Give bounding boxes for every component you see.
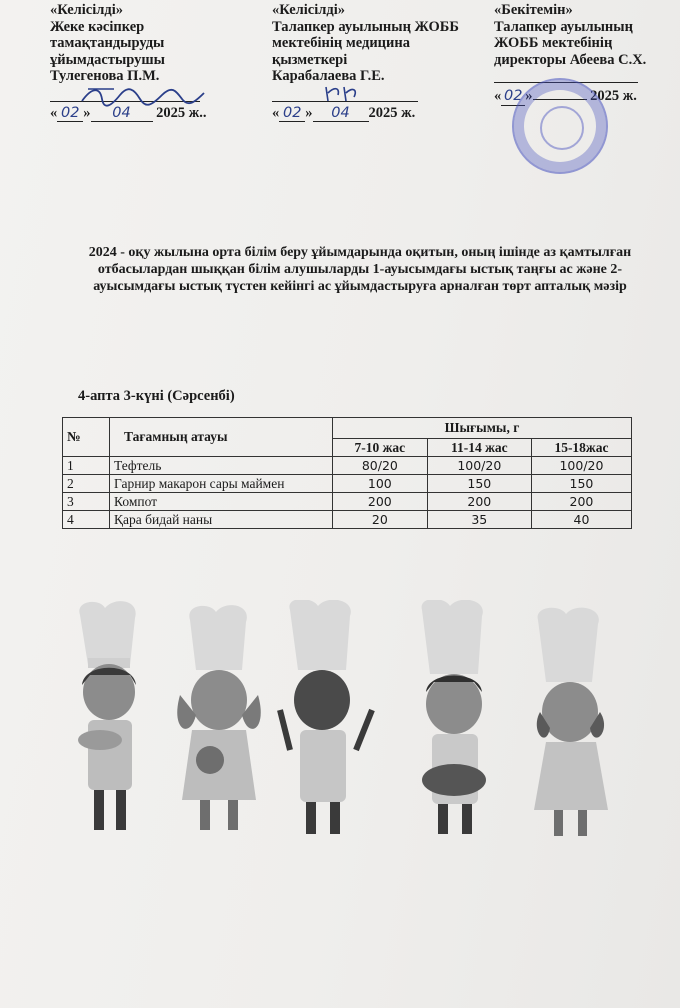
date-open-quote: «: [50, 104, 58, 121]
table-row: [63, 457, 632, 475]
portion-15-18: 100/20: [531, 457, 631, 475]
portion-11-14: 200: [427, 493, 531, 511]
portion-7-10: 20: [333, 511, 428, 529]
age-group-header: 15-18жас: [531, 439, 631, 457]
dish-name: Гарнир макарон сары маймен: [110, 475, 333, 493]
row-number: 4: [63, 511, 110, 529]
date-close-quote: »: [305, 104, 313, 121]
menu-table: [62, 417, 632, 529]
approval-line: ЖОББ мектебінің: [494, 35, 613, 51]
row-number: 3: [63, 493, 110, 511]
approval-line: мектебінің медицина: [272, 35, 410, 51]
row-number: 2: [63, 475, 110, 493]
portion-15-18: 200: [531, 493, 631, 511]
child-chefs-illustration: [60, 600, 630, 850]
dish-name: Қара бидай наны: [110, 511, 333, 529]
portion-7-10: 80/20: [333, 457, 428, 475]
chef-child-3: [280, 600, 372, 834]
date-close-quote: »: [83, 104, 91, 121]
signature-line: [50, 85, 207, 105]
dish-name: Компот: [110, 493, 333, 511]
week-day-label: 4-апта 3-күні (Сәрсенбі): [78, 388, 235, 404]
approval-heading: «Келісілді»: [50, 2, 124, 18]
col-name-header: Тағамның атауы: [110, 418, 333, 457]
approval-line: тамақтандыруды: [50, 35, 165, 51]
approval-line: ұйымдастырушы: [50, 51, 165, 68]
portion-11-14: 100/20: [427, 457, 531, 475]
chef-child-5: [534, 608, 608, 836]
date-close-quote: »: [525, 88, 533, 104]
row-number: 1: [63, 457, 110, 475]
table-row: [63, 475, 632, 493]
approval-line: Карабалаева Г.Е.: [272, 68, 385, 84]
date-year: 2025 ж.: [590, 88, 637, 104]
portion-15-18: 40: [531, 511, 631, 529]
age-group-header: 7-10 жас: [333, 439, 428, 457]
approval-line: директоры Абеева С.Х.: [494, 51, 647, 68]
chef-child-2: [177, 605, 261, 830]
portion-7-10: 200: [333, 493, 428, 511]
signature-line: [272, 85, 459, 105]
handwritten-signature: [78, 83, 208, 109]
approval-block-2: [272, 2, 459, 122]
approval-line: Талапкер ауылының ЖОББ: [272, 18, 459, 35]
approval-line: Тулегенова П.М.: [50, 68, 160, 84]
date-month: 04: [313, 105, 369, 123]
document-title: 2024 - оқу жылына орта білім беру ұйымдарында оқитын, оның ішінде аз қамтылған отбасылардан шыққан білім алушыларды 1-ауысымдағы ыстық таңғы ас және 2-ауысымдағы ыстық түстен кейінгі ас ұйымдастыруға арналған төрт апталық мәзір: [88, 245, 632, 294]
approval-block-1: [50, 2, 207, 122]
approval-heading: «Бекітемін»: [494, 2, 573, 18]
dish-name: Тефтель: [110, 457, 333, 475]
handwritten-signature: [322, 83, 362, 105]
age-group-header: 11-14 жас: [427, 439, 531, 457]
date-year: 2025 ж..: [156, 104, 207, 121]
date-year: 2025 ж.: [368, 104, 416, 121]
approval-date: [272, 105, 459, 123]
chef-child-4: [422, 600, 486, 834]
col-output-header: Шығымы, г: [333, 418, 632, 439]
date-day: 02: [57, 105, 83, 123]
date-day: 02: [279, 105, 305, 123]
approval-line: қызметкері: [272, 51, 348, 68]
approval-line: Талапкер ауылының: [494, 18, 633, 35]
approval-line: Жеке кәсіпкер: [50, 18, 145, 35]
date-month: 04: [91, 105, 153, 123]
approval-heading: «Келісілді»: [272, 2, 346, 18]
portion-11-14: 150: [427, 475, 531, 493]
date-open-quote: «: [494, 88, 502, 104]
col-number-header: №: [63, 418, 110, 457]
table-header-row: [63, 418, 632, 439]
portion-15-18: 150: [531, 475, 631, 493]
official-seal-stamp: [512, 78, 608, 174]
portion-11-14: 35: [427, 511, 531, 529]
portion-7-10: 100: [333, 475, 428, 493]
chef-child-1: [78, 601, 136, 830]
table-row: [63, 511, 632, 529]
date-open-quote: «: [272, 104, 280, 121]
table-row: [63, 493, 632, 511]
date-day: 02: [501, 88, 525, 106]
